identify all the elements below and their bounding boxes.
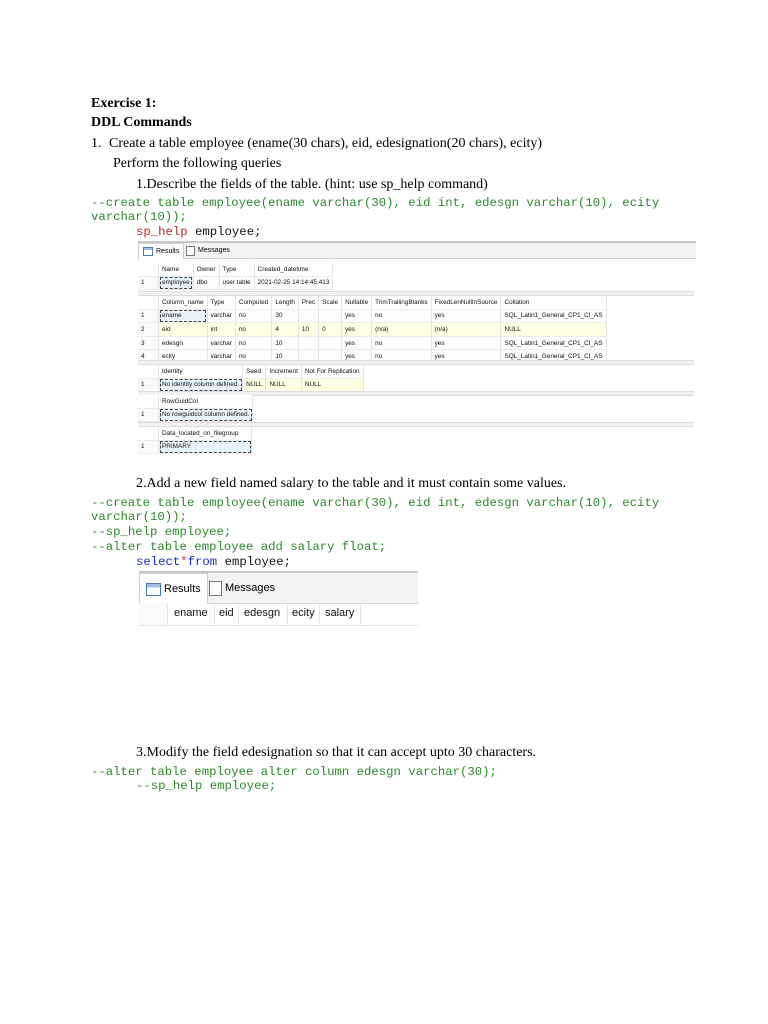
table-header-row bbox=[138, 395, 253, 408]
code-sp-help-comment: --sp_help employee; bbox=[91, 525, 232, 539]
column-header: Computed bbox=[235, 296, 272, 309]
table-cell[interactable]: no bbox=[235, 350, 272, 364]
row-number: 1 bbox=[138, 309, 159, 323]
column-header: Type bbox=[207, 296, 235, 309]
column-header: Owner bbox=[193, 263, 219, 276]
table-cell[interactable]: (n/a) bbox=[372, 323, 431, 337]
column-header: Not For Replication bbox=[301, 365, 363, 378]
tab-results-label: Results bbox=[164, 583, 201, 595]
column-header: Prec bbox=[298, 296, 318, 309]
table-cell[interactable]: No identity column defined. bbox=[159, 378, 243, 392]
column-header: RowGuidCol bbox=[159, 395, 253, 408]
column-header: Created_datetime bbox=[254, 263, 333, 276]
table-row bbox=[138, 276, 333, 290]
table-cell[interactable]: yes bbox=[431, 309, 501, 323]
table-cell[interactable]: no bbox=[372, 336, 431, 350]
question-2: 2.Add a new field named salary to the table and it must contain some values. bbox=[136, 476, 566, 491]
column-header: Nullable bbox=[342, 296, 372, 309]
table-cell[interactable]: 4 bbox=[272, 323, 299, 337]
results-pane-1 bbox=[138, 241, 696, 456]
table-cell[interactable]: no bbox=[235, 336, 272, 350]
question-3: 3.Modify the field edesignation so that it can accept upto 30 characters. bbox=[136, 745, 537, 760]
column-divider bbox=[214, 603, 215, 625]
column-header: FixedLenNullInSource bbox=[431, 296, 501, 309]
code-alter-column: --alter table employee alter column edesgn varchar(30); bbox=[91, 765, 497, 779]
column-header[interactable]: salary bbox=[325, 607, 355, 619]
table-cell[interactable]: int bbox=[207, 323, 235, 337]
grid-header bbox=[139, 603, 418, 626]
row-number: 1 bbox=[138, 276, 159, 290]
table-cell[interactable]: (n/a) bbox=[431, 323, 501, 337]
table-cell[interactable]: no bbox=[235, 309, 272, 323]
code-select bbox=[136, 555, 291, 569]
tab-messages[interactable] bbox=[182, 243, 234, 258]
column-header[interactable]: ename bbox=[174, 607, 208, 619]
table-cell[interactable]: 0 bbox=[319, 323, 342, 337]
table-row bbox=[138, 323, 606, 337]
row-number: 1 bbox=[138, 378, 159, 392]
code-create-table-2: --create table employee(ename varchar(30), eid int, edesgn varchar(10), ecity bbox=[91, 496, 660, 510]
messages-icon bbox=[186, 246, 195, 256]
from-keyword: from bbox=[187, 555, 218, 569]
table-cell[interactable]: dbo bbox=[193, 276, 219, 290]
row-number: 1 bbox=[138, 408, 159, 422]
column-header: Scale bbox=[319, 296, 342, 309]
grid-icon bbox=[143, 247, 153, 256]
task-number: 1. bbox=[91, 136, 102, 151]
table-cell[interactable]: NULL bbox=[243, 378, 266, 392]
table-cell[interactable]: NULL bbox=[301, 378, 363, 392]
table-cell[interactable]: NULL bbox=[501, 323, 606, 337]
table-header-row bbox=[138, 263, 333, 276]
table-row bbox=[138, 378, 363, 392]
star-symbol: * bbox=[180, 555, 188, 569]
table-cell[interactable]: yes bbox=[342, 350, 372, 364]
section-subtitle: DDL Commands bbox=[91, 115, 192, 130]
code-sp-help bbox=[136, 225, 261, 239]
table-cell[interactable]: 10 bbox=[272, 350, 299, 364]
result-table-columns bbox=[138, 296, 607, 364]
table-cell[interactable]: yes bbox=[342, 323, 372, 337]
results-tabbar bbox=[138, 243, 696, 259]
tab-messages-label: Messages bbox=[225, 582, 276, 594]
table-cell[interactable]: SQL_Latin1_General_CP1_CI_AS bbox=[501, 336, 606, 350]
row-number: 1 bbox=[138, 440, 159, 454]
column-header: Column_name bbox=[159, 296, 208, 309]
code-sp-help-comment-2: --sp_help employee; bbox=[136, 779, 277, 793]
column-header: Data_located_on_filegroup bbox=[159, 427, 252, 440]
select-keyword: select bbox=[136, 555, 181, 569]
table-cell[interactable]: No rowguidcol column defined. bbox=[159, 408, 253, 422]
column-header[interactable]: eid bbox=[219, 607, 234, 619]
perform-text: Perform the following queries bbox=[113, 156, 282, 171]
table-cell[interactable]: yes bbox=[431, 336, 501, 350]
row-number: 2 bbox=[138, 323, 159, 337]
sp-help-keyword: sp_help bbox=[136, 225, 188, 239]
table-cell[interactable]: no bbox=[235, 323, 272, 337]
sp-help-argument: employee; bbox=[187, 225, 262, 239]
tab-results[interactable] bbox=[138, 243, 184, 259]
column-header: TrimTrailingBlanks bbox=[372, 296, 431, 309]
row-header-corner bbox=[139, 603, 168, 625]
table-cell[interactable]: yes bbox=[431, 350, 501, 364]
table-cell[interactable]: SQL_Latin1_General_CP1_CI_AS bbox=[501, 309, 606, 323]
results-pane-2 bbox=[139, 571, 418, 733]
column-header: Identity bbox=[159, 365, 243, 378]
exercise-heading: Exercise 1: bbox=[91, 96, 157, 111]
table-cell[interactable]: employee bbox=[159, 276, 194, 290]
table-cell[interactable]: edesgn bbox=[159, 336, 208, 350]
table-cell[interactable]: varchar bbox=[207, 350, 235, 364]
row-number: 4 bbox=[138, 350, 159, 364]
column-divider bbox=[319, 603, 320, 625]
result-table-identity bbox=[138, 365, 364, 392]
column-header: Type bbox=[219, 263, 254, 276]
column-header[interactable]: edesgn bbox=[244, 607, 281, 619]
table-row bbox=[138, 336, 606, 350]
column-header: Seed bbox=[243, 365, 266, 378]
table-cell[interactable] bbox=[319, 336, 342, 350]
table-header-row bbox=[138, 365, 363, 378]
column-header: Length bbox=[272, 296, 299, 309]
table-cell[interactable]: user table bbox=[219, 276, 254, 290]
tab-results-label: Results bbox=[156, 248, 180, 255]
table-cell[interactable] bbox=[319, 309, 342, 323]
result-table-object bbox=[138, 263, 333, 290]
table-cell[interactable]: 10 bbox=[298, 323, 318, 337]
select-table: employee; bbox=[217, 555, 291, 569]
tab-results[interactable] bbox=[139, 573, 208, 604]
table-header-row bbox=[138, 296, 606, 309]
column-header: Name bbox=[159, 263, 194, 276]
column-divider bbox=[238, 603, 239, 625]
table-cell[interactable]: yes bbox=[342, 336, 372, 350]
table-cell[interactable] bbox=[298, 336, 318, 350]
table-cell[interactable]: ecity bbox=[159, 350, 208, 364]
grid-icon bbox=[146, 583, 161, 596]
column-header: Collation bbox=[501, 296, 606, 309]
code-create-table-2-cont: varchar(10)); bbox=[91, 510, 187, 524]
table-cell[interactable]: SQL_Latin1_General_CP1_CI_AS bbox=[501, 350, 606, 364]
column-divider bbox=[287, 603, 288, 625]
table-row bbox=[138, 408, 253, 422]
table-cell[interactable]: yes bbox=[342, 309, 372, 323]
code-alter-add-salary: --alter table employee add salary float; bbox=[91, 540, 387, 554]
messages-icon bbox=[209, 581, 222, 596]
question-1: 1.Describe the fields of the table. (hint: use sp_help command) bbox=[136, 177, 488, 192]
table-row bbox=[138, 309, 606, 323]
code-create-table-1: --create table employee(ename varchar(30), eid int, edesgn varchar(10), ecity bbox=[91, 196, 660, 210]
table-cell[interactable]: eid bbox=[159, 323, 208, 337]
tab-messages-label: Messages bbox=[198, 247, 230, 254]
code-create-table-1-cont: varchar(10)); bbox=[91, 210, 187, 224]
table-cell[interactable]: ename bbox=[159, 309, 208, 323]
table-cell[interactable]: varchar bbox=[207, 309, 235, 323]
table-cell[interactable]: varchar bbox=[207, 336, 235, 350]
column-header: Increment bbox=[266, 365, 301, 378]
table-cell[interactable] bbox=[298, 309, 318, 323]
table-cell[interactable]: NULL bbox=[266, 378, 301, 392]
column-header[interactable]: ecity bbox=[292, 607, 315, 619]
table-cell[interactable]: 10 bbox=[272, 336, 299, 350]
table-cell[interactable]: no bbox=[372, 350, 431, 364]
table-cell[interactable]: no bbox=[372, 309, 431, 323]
column-divider bbox=[360, 603, 361, 625]
table-cell[interactable]: 30 bbox=[272, 309, 299, 323]
table-row bbox=[138, 440, 252, 454]
table-header-row bbox=[138, 427, 252, 440]
table-cell[interactable]: 2021-02-25 14:14:45.413 bbox=[254, 276, 333, 290]
task-text: Create a table employee (ename(30 chars), eid, edesignation(20 chars), ecity) bbox=[109, 136, 543, 151]
result-table-filegroup bbox=[138, 427, 252, 454]
results-tabbar bbox=[139, 573, 418, 604]
result-table-rowguid bbox=[138, 395, 253, 422]
table-cell[interactable]: PRIMARY bbox=[159, 440, 252, 454]
row-number: 3 bbox=[138, 336, 159, 350]
tab-messages[interactable] bbox=[203, 573, 281, 603]
